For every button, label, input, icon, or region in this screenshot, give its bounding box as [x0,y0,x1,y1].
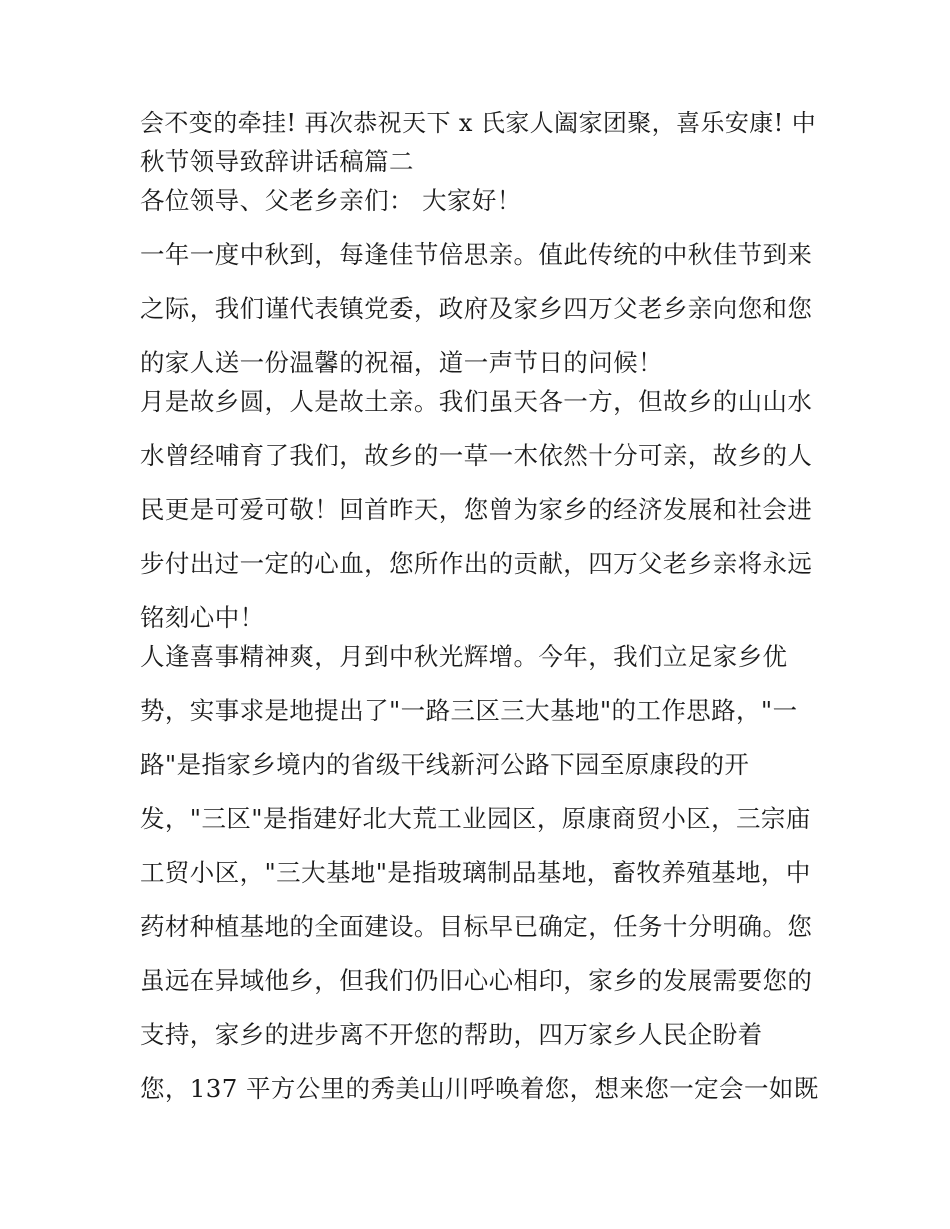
text-line: 会不变的牵挂! 再次恭祝天下 x 氏家人阖家团聚，喜乐安康! 中 [140,109,817,137]
text-line: 铭刻心中！ [140,603,265,632]
text-line: 虽远在异域他乡，但我们仍旧心心相印，家乡的发展需要您的 [140,966,813,995]
text-line: 步付出过一定的心血，您所作出的贡献，四万父老乡亲将永远 [140,549,813,578]
text-line: 人逢喜事精神爽，月到中秋光辉增。今年，我们立足家乡优 [140,642,788,671]
document-body [140,108,820,1104]
text-line: 秋节领导致辞讲话稿篇二 [140,147,414,176]
text-line: 药材种植基地的全面建设。目标早已确定，任务十分明确。您 [140,912,813,941]
text-line: 月是故乡圆，人是故土亲。我们虽天各一方，但故乡的山山水 [140,387,813,416]
text-line: 工贸小区，"三大基地"是指玻璃制品基地，畜牧养殖基地，中 [140,858,811,887]
text-line: 各位领导、父老乡亲们： 大家好！ [140,186,522,215]
text-line: 势，实事求是地提出了"一路三区三大基地"的工作思路，"一 [140,696,798,725]
text-line: 民更是可爱可敬！回首昨天，您曾为家乡的经济发展和社会进 [140,495,813,524]
text-line: 一年一度中秋到，每逢佳节倍思亲。值此传统的中秋佳节到来 [140,240,813,269]
text-line: 路"是指家乡境内的省级干线新河公路下园至原康段的开 [140,750,750,779]
text-line: 您，137 平方公里的秀美山川呼唤着您，想来您一定会一如既 [140,1074,819,1103]
text-line: 水曾经哺育了我们，故乡的一草一木依然十分可亲，故乡的人 [140,441,813,470]
text-line: 的家人送一份温馨的祝福，道一声节日的问候！ [140,348,663,377]
text-line: 发，"三区"是指建好北大荒工业园区，原康商贸小区，三宗庙 [140,804,811,833]
text-line: 支持，家乡的进步离不开您的帮助，四万家乡人民企盼着 [140,1020,763,1049]
text-line: 之际，我们谨代表镇党委，政府及家乡四万父老乡亲向您和您 [140,294,813,323]
